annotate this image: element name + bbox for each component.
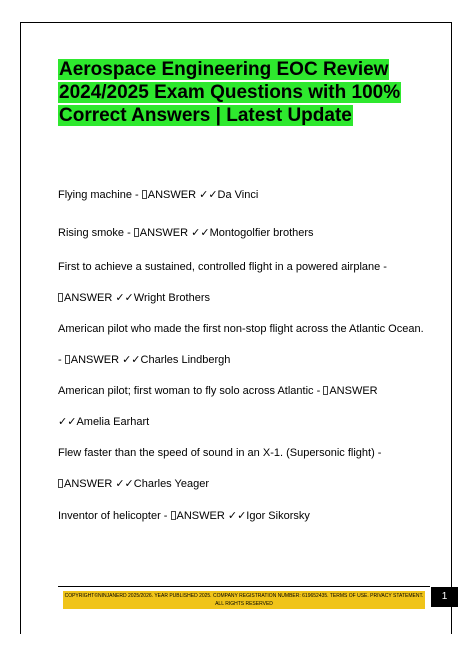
document-title — [58, 58, 428, 127]
missing-glyph-icon — [58, 479, 63, 488]
qa-line — [58, 415, 448, 430]
question-text: Flying machine - — [58, 189, 142, 201]
qa-line — [58, 384, 448, 399]
qa-item — [58, 226, 448, 241]
top-rule — [20, 22, 452, 23]
question-text: Inventor of helicopter - — [58, 510, 171, 522]
missing-glyph-icon — [134, 228, 139, 237]
answer-label: ANSWER ✓✓ — [64, 292, 134, 304]
missing-glyph-icon — [142, 190, 147, 199]
answer-label: ANSWER ✓✓ — [70, 354, 141, 366]
question-text: American pilot; first woman to fly solo across Atlantic - — [58, 385, 324, 397]
question-text: Flew faster than the speed of sound in an X-1. (Supersonic flight) - — [58, 447, 382, 459]
left-margin-rule — [20, 22, 21, 634]
answer-label: ANSWER ✓✓ — [64, 478, 134, 490]
answer-label-part: ANSWER — [329, 385, 378, 397]
question-text: First to achieve a sustained, controlled flight in a powered airplane - — [58, 261, 387, 273]
qa-item — [58, 188, 448, 203]
question-dash: - — [58, 354, 65, 366]
missing-glyph-icon — [171, 511, 176, 520]
question-text: Rising smoke - — [58, 227, 134, 239]
qa-line — [58, 226, 448, 241]
qa-item — [58, 322, 448, 368]
qa-line — [58, 509, 448, 524]
page-number: 1 — [431, 587, 458, 607]
qa-line — [58, 353, 448, 368]
missing-glyph-icon — [58, 293, 63, 302]
answer-label: ANSWER ✓✓ — [147, 189, 218, 201]
right-margin-rule — [451, 22, 452, 634]
answer-text: Wright Brothers — [133, 292, 210, 304]
answer-label: ANSWER ✓✓ — [139, 227, 210, 239]
answer-text: Charles Yeager — [133, 478, 210, 490]
question-text: American pilot who made the first non-stop flight across the Atlantic Ocean. — [58, 323, 424, 335]
qa-item — [58, 384, 448, 430]
footer-rule — [58, 586, 430, 587]
qa-line — [58, 291, 448, 306]
answer-text: Igor Sikorsky — [246, 510, 310, 522]
title-line-2: 2024/2025 Exam Questions with 100% — [59, 82, 401, 103]
missing-glyph-icon — [323, 386, 328, 395]
copyright-footer: COPYRIGHT©NINJANERD 2025/2026. YEAR PUBLISHED 2025. COMPANY REGISTRATION NUMBER: 619652435. TERMS OF USE. PRIVACY STATEMENT. ALL RIGHTS RESERVED — [64, 593, 424, 607]
answer-text: Amelia Earhart — [76, 416, 150, 428]
title-line-3: Correct Answers | Latest Update — [59, 105, 352, 126]
checkmarks-icon: ✓✓ — [58, 416, 77, 428]
qa-line — [58, 188, 448, 203]
title-line-1: Aerospace Engineering EOC Review — [59, 59, 389, 80]
qa-line — [58, 477, 448, 492]
answer-text: Charles Lindbergh — [140, 354, 231, 366]
answer-text: Da Vinci — [217, 189, 259, 201]
qa-item — [58, 260, 448, 306]
answer-label: ANSWER ✓✓ — [176, 510, 247, 522]
answer-text: Montogolfier brothers — [209, 227, 314, 239]
qa-item — [58, 509, 448, 524]
qa-item — [58, 446, 448, 492]
missing-glyph-icon — [65, 355, 70, 364]
